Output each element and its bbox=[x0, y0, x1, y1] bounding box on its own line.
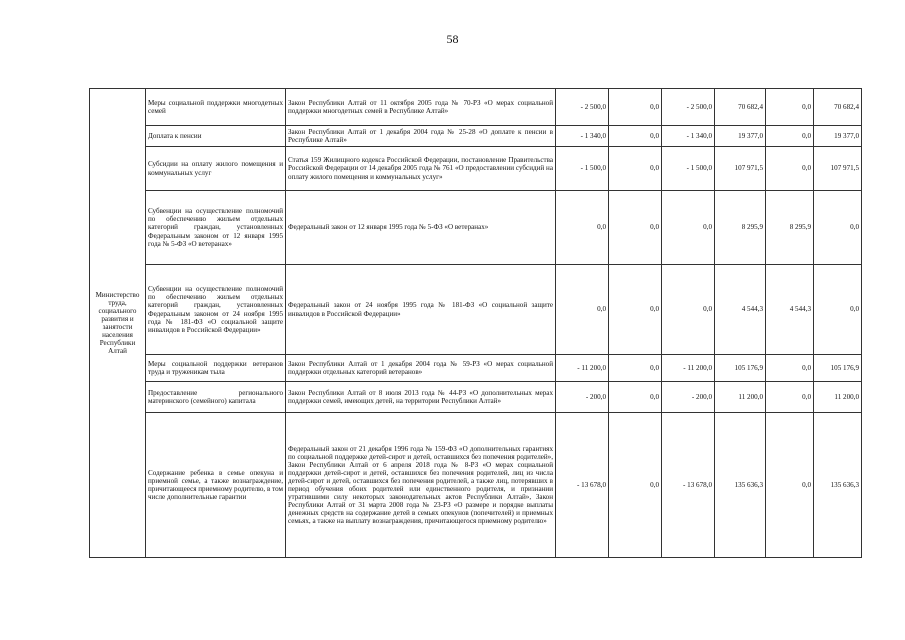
value-cell: 135 636,3 bbox=[814, 413, 862, 558]
value-cell: 107 971,5 bbox=[715, 147, 766, 191]
value-cell: - 11 200,0 bbox=[662, 355, 715, 382]
law-cell: Закон Республики Алтай от 1 декабря 2004 года № 59-РЗ «О мерах социальной поддержки отдельных категорий ветеранов» bbox=[286, 355, 556, 382]
value-cell: 0,0 bbox=[766, 413, 814, 558]
value-cell: 19 377,0 bbox=[814, 126, 862, 147]
measure-cell: Предоставление регионального материнского (семейного) капитала bbox=[146, 382, 286, 413]
value-cell: 0,0 bbox=[609, 89, 662, 126]
value-cell: 0,0 bbox=[662, 191, 715, 265]
value-cell: - 200,0 bbox=[556, 382, 609, 413]
measure-cell: Содержание ребенка в семье опекуна и приемной семье, а также вознаграждение, причитающееся приемному родителю, в том числе дополнительные гарантии bbox=[146, 413, 286, 558]
value-cell: 105 176,9 bbox=[814, 355, 862, 382]
value-cell: - 13 678,0 bbox=[662, 413, 715, 558]
value-cell: 0,0 bbox=[814, 191, 862, 265]
measure-cell: Субвенции на осуществление полномочий по обеспечению жильем отдельных категорий граждан, установленных Федеральным законом от 12 января 1995 года № 5-ФЗ «О ветеранах» bbox=[146, 191, 286, 265]
law-cell: Статья 159 Жилищного кодекса Российской Федерации, постановление Правительства Российской Федерации от 14 декабря 2005 года № 761 «О предоставлении субсидий на оплату жилого помещения и коммунальных услуг» bbox=[286, 147, 556, 191]
value-cell: - 1 500,0 bbox=[556, 147, 609, 191]
value-cell: 0,0 bbox=[766, 355, 814, 382]
value-cell: 8 295,9 bbox=[766, 191, 814, 265]
value-cell: 8 295,9 bbox=[715, 191, 766, 265]
value-cell: - 2 500,0 bbox=[662, 89, 715, 126]
value-cell: - 11 200,0 bbox=[556, 355, 609, 382]
value-cell: - 1 340,0 bbox=[662, 126, 715, 147]
measure-cell: Субсидии на оплату жилого помещения и коммунальных услуг bbox=[146, 147, 286, 191]
value-cell: - 2 500,0 bbox=[556, 89, 609, 126]
value-cell: 0,0 bbox=[662, 265, 715, 355]
law-cell: Закон Республики Алтай от 11 октября 2005 года № 70-РЗ «О мерах социальной поддержки многодетных семей в Республике Алтай» bbox=[286, 89, 556, 126]
table-row bbox=[90, 147, 862, 191]
measure-cell: Меры социальной поддержки ветеранов труда и труженикам тыла bbox=[146, 355, 286, 382]
table-row bbox=[90, 382, 862, 413]
value-cell: - 200,0 bbox=[662, 382, 715, 413]
law-cell: Закон Республики Алтай от 1 декабря 2004 года № 25-28 «О доплате к пенсии в Республике Алтай» bbox=[286, 126, 556, 147]
table-row bbox=[90, 89, 862, 126]
value-cell: 0,0 bbox=[766, 126, 814, 147]
value-cell: 4 544,3 bbox=[715, 265, 766, 355]
value-cell: 0,0 bbox=[609, 382, 662, 413]
value-cell: 70 682,4 bbox=[814, 89, 862, 126]
value-cell: 70 682,4 bbox=[715, 89, 766, 126]
value-cell: 0,0 bbox=[609, 355, 662, 382]
value-cell: 0,0 bbox=[766, 89, 814, 126]
measure-cell: Меры социальной поддержки многодетных семей bbox=[146, 89, 286, 126]
table-row bbox=[90, 413, 862, 558]
value-cell: - 1 500,0 bbox=[662, 147, 715, 191]
value-cell: 11 200,0 bbox=[715, 382, 766, 413]
value-cell: - 1 340,0 bbox=[556, 126, 609, 147]
value-cell: 107 971,5 bbox=[814, 147, 862, 191]
value-cell: - 13 678,0 bbox=[556, 413, 609, 558]
value-cell: 135 636,3 bbox=[715, 413, 766, 558]
table-row bbox=[90, 191, 862, 265]
value-cell: 0,0 bbox=[814, 265, 862, 355]
value-cell: 0,0 bbox=[766, 147, 814, 191]
measure-cell: Субвенции на осуществление полномочий по обеспечению жильем отдельных категорий граждан, установленных Федеральным законом от 24 ноября 1995 года № 181-ФЗ «О социальной защите инвалидов в Российской Федерации» bbox=[146, 265, 286, 355]
measure-cell: Доплата к пенсии bbox=[146, 126, 286, 147]
value-cell: 0,0 bbox=[556, 191, 609, 265]
value-cell: 0,0 bbox=[609, 191, 662, 265]
law-cell: Федеральный закон от 12 января 1995 года № 5-ФЗ «О ветеранах» bbox=[286, 191, 556, 265]
table-row bbox=[90, 265, 862, 355]
law-cell: Федеральный закон от 21 декабря 1996 года № 159-ФЗ «О дополнительных гарантиях по социальной поддержке детей-сирот и детей, оставшихся без попечения родителей», Закон Республики Алтай от 6 апреля 2018 года № 8-РЗ «О мерах социальной поддержки детей-сирот и детей, оставшихся без попечения родителей, лиц из числа детей-сирот и детей, оставшихся без попечения родителей, а также лиц, потерявших в период обучения обоих родителей или единственного родителя, и признании утратившими силу некоторых законодательных актов Республики Алтай», Закон Республики Алтай от 31 марта 2008 года № 23-РЗ «О размере и порядке выплаты денежных средств на содержание детей в семьях опекунов (попечителей) и приемных семьях, а также на выплату вознаграждения, причитающегося приемному родителю» bbox=[286, 413, 556, 558]
value-cell: 105 176,9 bbox=[715, 355, 766, 382]
value-cell: 0,0 bbox=[609, 265, 662, 355]
law-cell: Закон Республики Алтай от 8 июля 2013 года № 44-РЗ «О дополнительных мерах поддержки семей, имеющих детей, на территории Республики Алтай» bbox=[286, 382, 556, 413]
budget-table bbox=[89, 88, 862, 558]
page-number: 58 bbox=[446, 32, 459, 46]
value-cell: 0,0 bbox=[609, 413, 662, 558]
law-cell: Федеральный закон от 24 ноября 1995 года № 181-ФЗ «О социальной защите инвалидов в Российской Федерации» bbox=[286, 265, 556, 355]
value-cell: 0,0 bbox=[609, 126, 662, 147]
table-row bbox=[90, 126, 862, 147]
value-cell: 0,0 bbox=[556, 265, 609, 355]
table-row bbox=[90, 355, 862, 382]
value-cell: 4 544,3 bbox=[766, 265, 814, 355]
value-cell: 11 200,0 bbox=[814, 382, 862, 413]
value-cell: 19 377,0 bbox=[715, 126, 766, 147]
ministry-cell: Министерство труда, социального развития и занятости населения Республики Алтай bbox=[90, 89, 146, 558]
value-cell: 0,0 bbox=[766, 382, 814, 413]
value-cell: 0,0 bbox=[609, 147, 662, 191]
